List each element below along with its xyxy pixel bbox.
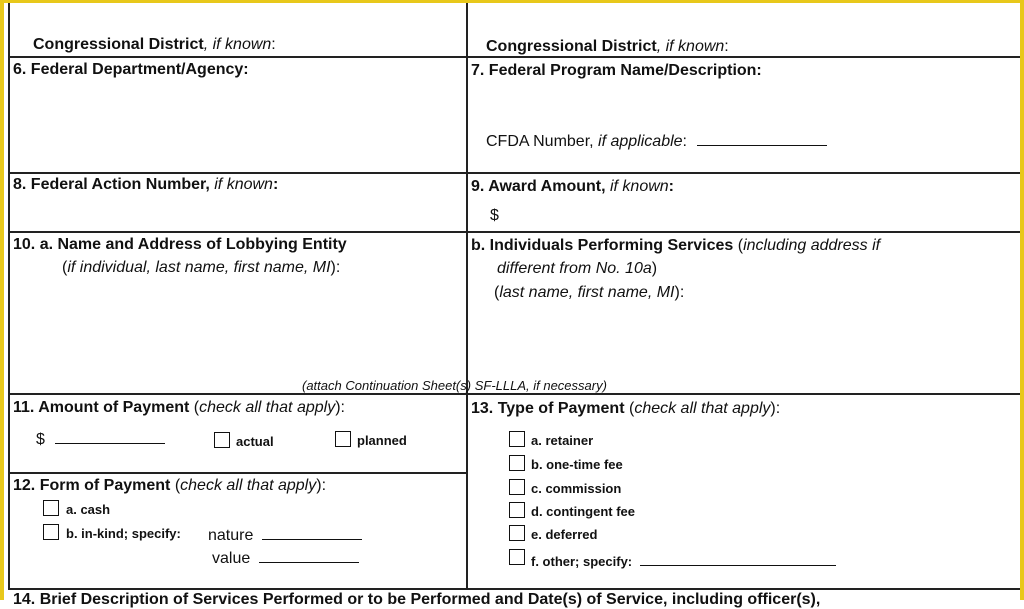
other-checkbox[interactable] — [509, 549, 525, 565]
field-11-label: 11. Amount of Payment (check all that apply): — [13, 399, 345, 416]
deferred-label: e. deferred — [531, 527, 598, 542]
field-10b-label: b. Individuals Performing Services (including address if — [471, 237, 881, 254]
attach-note: (attach Continuation Sheet(s) SF-LLLA, if necessary) — [302, 378, 607, 393]
row-line-1 — [8, 56, 1020, 58]
nature-field: nature — [208, 525, 362, 545]
in-kind-checkbox[interactable] — [43, 524, 59, 540]
congressional-district-right: Congressional District, if known: — [486, 38, 729, 55]
field-10a-label: 10. a. Name and Address of Lobbying Entity — [13, 236, 347, 253]
commission-checkbox[interactable] — [509, 479, 525, 495]
contingent-fee-label: d. contingent fee — [531, 504, 635, 519]
payment-amount-input-line[interactable] — [55, 429, 165, 444]
row-line-4 — [8, 393, 1020, 395]
retainer-label: a. retainer — [531, 433, 594, 448]
in-kind-label: b. in-kind; specify: — [66, 526, 181, 541]
row-line-3 — [8, 231, 1020, 233]
retainer-checkbox[interactable] — [509, 431, 525, 447]
field-14-label: 14. Brief Description of Services Performed or to be Performed and Date(s) of Service, including officer(s), — [13, 591, 821, 608]
other-input-line[interactable] — [640, 551, 836, 566]
actual-checkbox[interactable] — [214, 432, 230, 448]
field-7-label: 7. Federal Program Name/Description: — [471, 62, 762, 79]
planned-checkbox[interactable] — [335, 431, 351, 447]
planned-label: planned — [357, 433, 407, 448]
cash-label: a. cash — [66, 502, 111, 517]
value-field: value — [212, 548, 359, 568]
commission-label: c. commission — [531, 481, 622, 496]
field-9-label: 9. Award Amount, if known: — [471, 178, 674, 195]
value-input-line[interactable] — [259, 548, 359, 563]
cfda-number: CFDA Number, if applicable: — [486, 131, 827, 151]
field-8-label: 8. Federal Action Number, if known: — [13, 176, 279, 193]
row-line-5 — [8, 472, 466, 474]
field-10a-note: (if individual, last name, first name, MI): — [62, 259, 341, 276]
deferred-checkbox[interactable] — [509, 525, 525, 541]
one-time-fee-checkbox[interactable] — [509, 455, 525, 471]
cfda-input-line[interactable] — [697, 131, 827, 146]
field-10b-note3: (last name, first name, MI): — [494, 284, 685, 301]
field-10b-note2: different from No. 10a) — [497, 260, 658, 277]
column-divider — [466, 3, 468, 590]
one-time-fee-label: b. one-time fee — [531, 457, 623, 472]
row-line-2 — [8, 172, 1020, 174]
field-12-label: 12. Form of Payment (check all that apply): — [13, 477, 327, 494]
field-6-label: 6. Federal Department/Agency: — [13, 61, 249, 78]
congressional-district-left: Congressional District, if known: — [33, 36, 276, 53]
actual-label: actual — [236, 434, 274, 449]
award-currency: $ — [490, 207, 499, 224]
contingent-fee-checkbox[interactable] — [509, 502, 525, 518]
nature-input-line[interactable] — [262, 525, 362, 540]
field-13-label: 13. Type of Payment (check all that apply): — [471, 400, 781, 417]
left-border — [8, 3, 10, 590]
cash-checkbox[interactable] — [43, 500, 59, 516]
other-label: f. other; specify: — [531, 551, 836, 569]
row-line-6 — [8, 588, 1020, 590]
payment-amount: $ — [36, 429, 165, 449]
